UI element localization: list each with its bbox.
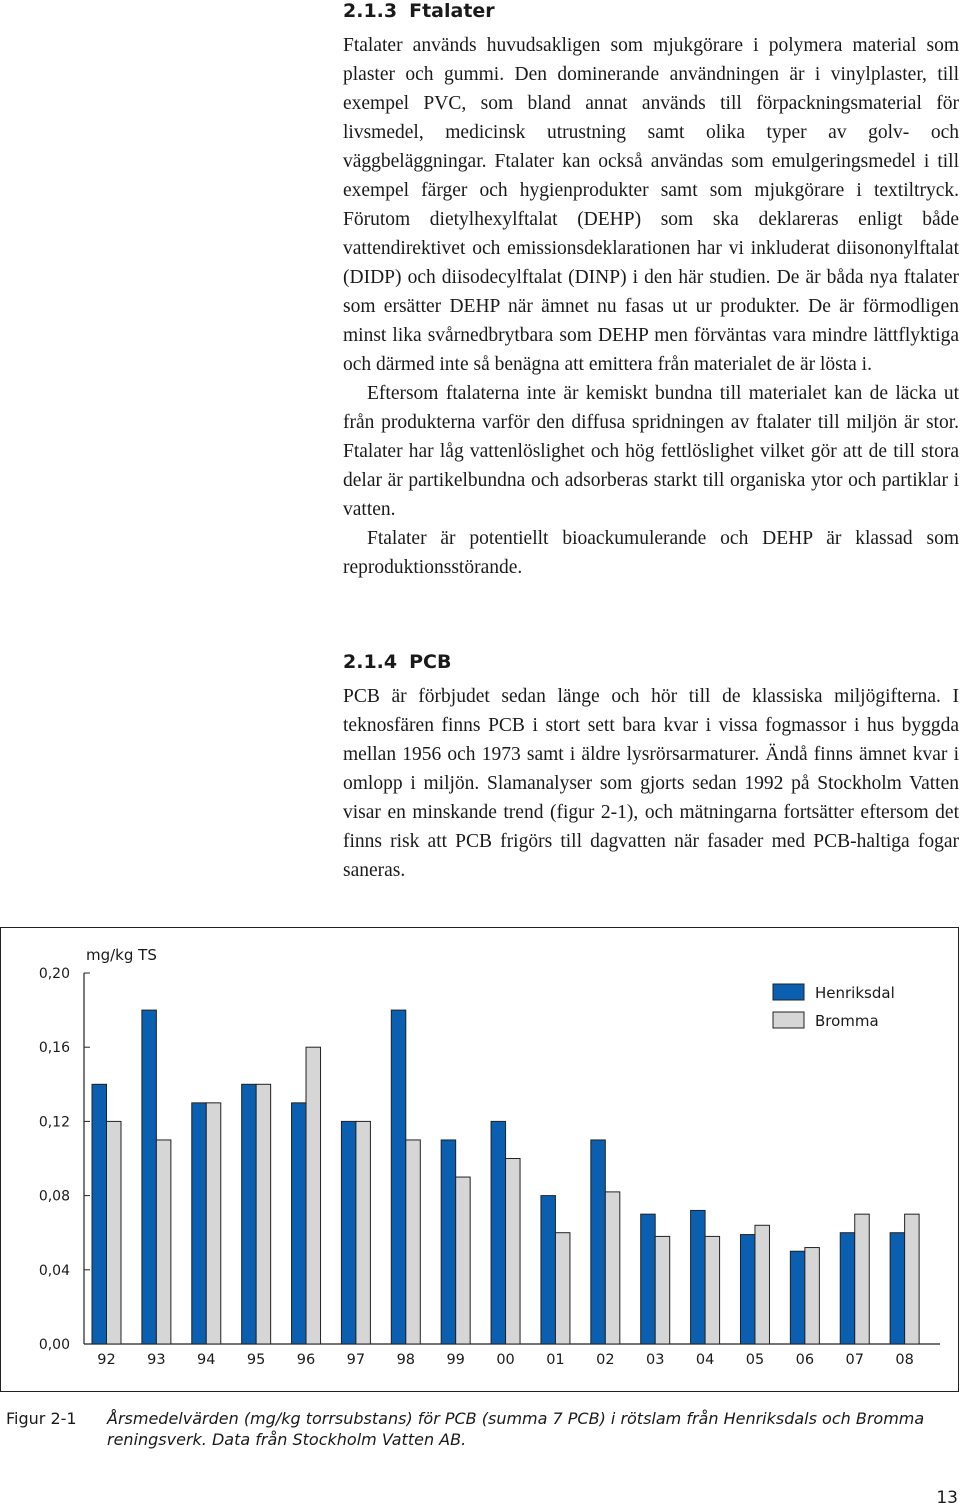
paragraph: Ftalater är potentiellt bioackumulerande och DEHP är klassad som reproduktionsstörande. — [343, 528, 959, 578]
y-tick-label: 0,12 — [38, 1114, 70, 1131]
bar-henriksdal — [292, 1103, 307, 1344]
y-tick-label: 0,00 — [38, 1337, 70, 1353]
x-tick-label: 99 — [446, 1352, 465, 1368]
bar-henriksdal — [192, 1103, 207, 1344]
bar-henriksdal — [740, 1235, 755, 1344]
bar-henriksdal — [790, 1251, 805, 1344]
legend-swatch-henriksdal — [773, 984, 804, 1000]
x-tick-label: 94 — [197, 1352, 216, 1368]
x-tick-label: 06 — [795, 1352, 815, 1368]
x-tick-label: 07 — [845, 1352, 864, 1368]
x-tick-label: 00 — [496, 1352, 515, 1368]
section-number: 2.1.3 — [343, 0, 398, 22]
bar-henriksdal — [840, 1233, 855, 1344]
x-tick-label: 96 — [296, 1352, 316, 1368]
section-number: 2.1.4 — [343, 651, 398, 673]
x-tick-label: 95 — [246, 1352, 266, 1368]
section-heading-pcb — [343, 651, 451, 673]
bar-bromma — [156, 1140, 171, 1344]
bar-bromma — [655, 1236, 670, 1344]
paragraph: Eftersom ftalaterna inte är kemiskt bundna till materialet kan de läcka ut från produkterna varför den diffusa spridningen av ftalater till miljön är stor. Ftalater har låg vattenlöslighet och hög fettlöslighet vilket gör att de till stora delar är partikelbundna och adsorberas starkt till organiska ytor och partiklar i vatten. — [343, 383, 959, 520]
y-tick-label: 0,20 — [38, 966, 70, 982]
bar-henriksdal — [142, 1010, 157, 1344]
bar-bromma — [855, 1214, 870, 1344]
x-tick-label: 01 — [546, 1352, 565, 1368]
x-tick-label: 03 — [645, 1352, 665, 1368]
bar-bromma — [406, 1140, 421, 1344]
bar-henriksdal — [890, 1233, 905, 1344]
y-tick-label: 0,16 — [38, 1040, 70, 1057]
x-tick-label: 98 — [396, 1352, 416, 1368]
bar-henriksdal — [541, 1196, 556, 1344]
bar-bromma — [107, 1121, 122, 1344]
bar-bromma — [356, 1121, 371, 1344]
section-title: PCB — [409, 651, 452, 673]
bar-bromma — [256, 1084, 271, 1344]
legend-swatch-bromma — [773, 1012, 804, 1028]
x-tick-label: 08 — [895, 1352, 914, 1368]
y-axis-label: mg/kg TS — [86, 946, 157, 964]
x-tick-label: 02 — [596, 1352, 615, 1368]
figure-caption-text: Årsmedelvärden (mg/kg torrsubstans) för PCB (summa 7 PCB) i rötslam från Henriksdals och Bromma reningsverk. Data från Stockholm Vatten AB. — [107, 1409, 925, 1449]
bar-bromma — [506, 1159, 521, 1345]
bar-bromma — [206, 1103, 221, 1344]
x-tick-label: 97 — [346, 1352, 366, 1368]
x-tick-label: 04 — [695, 1352, 715, 1368]
page-number: 13 — [936, 1488, 958, 1508]
x-tick-label: 93 — [147, 1352, 166, 1368]
bar-bromma — [555, 1233, 570, 1344]
bar-henriksdal — [391, 1010, 406, 1344]
bar-bromma — [905, 1214, 920, 1344]
paragraph: PCB är förbjudet sedan länge och hör till de klassiska miljögifterna. I teknosfären finns PCB i stort sett bara kvar i vissa fogmassor i hus byggda mellan 1956 och 1973 samt i äldre lysrörsarmaturer. Ändå finns ämnet kvar i omlopp i miljön. Slamanalyser som gjorts sedan 1992 på Stockholm Vatten visar en minskande trend (figur 2-1), och mätningarna fortsätter eftersom det finns risk att PCB frigörs till dagvatten när fasader med PCB-haltiga fogar saneras. — [343, 686, 959, 881]
bar-henriksdal — [641, 1214, 656, 1344]
bar-bromma — [805, 1248, 820, 1344]
y-tick-label: 0,08 — [38, 1188, 70, 1205]
bar-bromma — [705, 1236, 720, 1344]
bar-henriksdal — [441, 1140, 456, 1344]
ftalater-body — [343, 31, 959, 582]
bar-henriksdal — [92, 1084, 107, 1344]
paragraph: Ftalater används huvudsakligen som mjukgörare i polymera material som plaster och gummi. Den dominerande användningen är i vinylplaster, till exempel PVC, som bland annat används till förpackningsmaterial för livsmedel, medicinsk utrustning samt olika typer av golv- och väggbeläggningar. Ftalater kan också användas som emulgeringsmedel i till exempel färger och hygienprodukter samt som mjukgörare i textiltryck. Förutom dietylhexylftalat (DEHP) som ska deklareras enligt både vattendirektivet och emissionsdeklarationen har vi inkluderat diisononylftalat (DIDP) och diisodecylftalat (DINP) i den här studien. De är båda nya ftalater som ersätter DEHP när ämnet nu fasas ut ur produkter. De är förmodligen minst lika svårnedbrytbara som DEHP men förväntas vara mindre lättflyktiga och därmed inte så benägna att emittera från materialet de är lösta i. — [343, 35, 959, 375]
bar-henriksdal — [691, 1210, 706, 1344]
x-tick-label: 05 — [745, 1352, 765, 1368]
bar-henriksdal — [341, 1121, 356, 1344]
pcb-body — [343, 682, 959, 885]
x-tick-label: 92 — [97, 1352, 116, 1368]
bar-bromma — [605, 1192, 620, 1344]
legend-label-henriksdal: Henriksdal — [815, 984, 895, 1002]
bar-henriksdal — [242, 1084, 257, 1344]
bar-henriksdal — [591, 1140, 606, 1344]
section-title: Ftalater — [409, 0, 495, 22]
figure-label: Figur 2-1 — [6, 1409, 77, 1428]
section-heading-ftalater — [343, 0, 495, 22]
bar-bromma — [755, 1225, 770, 1344]
bar-henriksdal — [491, 1121, 506, 1344]
bar-bromma — [306, 1047, 321, 1344]
legend-label-bromma: Bromma — [815, 1012, 879, 1030]
bar-bromma — [456, 1177, 471, 1344]
y-tick-label: 0,04 — [38, 1262, 70, 1279]
pcb-bar-chart — [0, 927, 959, 1392]
